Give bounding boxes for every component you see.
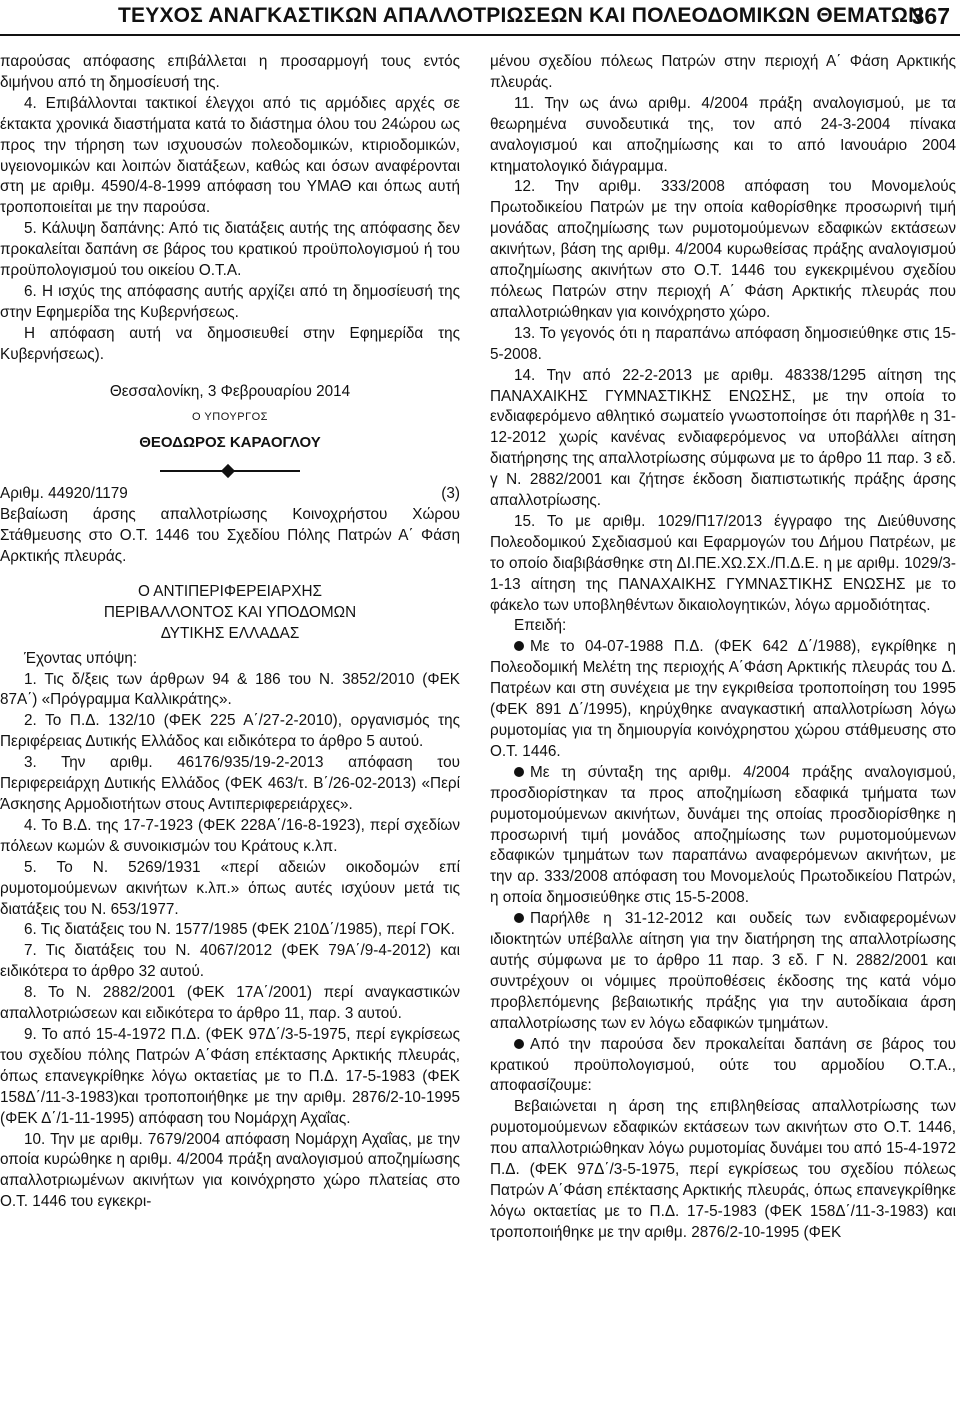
decision-title: Βεβαίωση άρσης απαλλοτρίωσης Κοινοχρήστου Χώρου Στάθμευσης στο Ο.Τ. 1446 του Σχεδίου Πόλης Πατρών Α΄ Φάση Αρκτικής πλευράς. (0, 506, 460, 566)
page-header (0, 0, 960, 38)
list-item: 15. Το με αριθμ. 1029/Π17/2013 έγγραφο της Διεύθυνσης Πολεοδομικού Σχεδιασμού και Εφαρμογών του Δήμου Πατρέων, με το οποίο διαβιβάσθηκε στη ΔΙ.ΠΕ.ΧΩ.ΣΧ./Π.Δ.Ε. η με αριθμ. 1029/3-1-13 αίτηση της ΠΑΝΑΧΑΙΚΗΣ ΓΥΜΝΑΣΤΙΚΗΣ ΕΝΩΣΗΣ με το φάκελο των υποβληθέντων δικαιολογητικών, λόγω αρμοδιότητας. (490, 512, 956, 614)
list-item: 5. Το Ν. 5269/1931 «περί αδειών οικοδομών επί ρυμοτομούμενων ακινήτων κ.λπ.» όπως αυτές ισχύουν μετά τις διατάξεις του Ν. 653/1977. (0, 858, 460, 918)
authority-line: Ο ΑΝΤΙΠΕΡΙΦΕΡΕΙΑΡΧΗΣ (137, 582, 323, 600)
diamond-icon (221, 464, 235, 478)
paragraph: 6. Η ισχύς της απόφασης αυτής αρχίζει από τη δημοσίευσή της στην Εφημερίδα της Κυβερνήσεως. (0, 282, 460, 321)
list-item: 8. Το Ν. 2882/2001 (ΦΕΚ 17Α΄/2001) περί αναγκαστικών απαλλοτριώσεων και ειδικότερα το άρθρο 11, παρ. 3 αυτού. (0, 984, 460, 1023)
bullet-icon (514, 641, 524, 651)
section-divider (160, 464, 300, 478)
list-item: 11. Την ως άνω αριθμ. 4/2004 πράξη αναλογισμού, με τα θεωρημένα συνοδευτικά της, τον από 24-3-2004 πίνακα αναλογισμού και αποζημίωσης και το από Ιανουάριο 2004 κτηματολογικό διάγραμμα. (490, 94, 956, 175)
paragraph: 4. Επιβάλλονται τακτικοί έλεγχοι από τις αρμόδιες αρχές σε έκτακτα χρονικά διαστήματα κατά το διάστημα όλου του 24ώρου ως προς την τήρηση των ισχυουσών πολεοδομικών, κτιριοδομικών, υγειονομικών και λοιπών διατάξεων, καθώς και όσων αναφέρονται στη με αριθμ. 4590/4-8-1999 απόφαση του ΥΜΑΘ και όπως αυτή τροποποιείται με την παρούσα. (0, 94, 460, 217)
list-item: 9. Το από 15-4-1972 Π.Δ. (ΦΕΚ 97Δ΄/3-5-1975, περί εγκρίσεως του σχεδίου πόλης Πατρών Α΄Φάση επέκτασης Αρκτικής πλευράς, όπως επανεγκρίθηκε λόγω οκταετίας με το Π.Δ. 17-5-1983 (ΦΕΚ 158Δ΄/11-3-1983)και τροποποιήθηκε με την αριθμ. 2876/2-10-1995 (ΦΕΚ Δ΄/1-11-1995) απόφαση του Νομάρχη Αχαΐας. (0, 1025, 460, 1127)
right-column (490, 52, 956, 1244)
authority-line: ΔΥΤΙΚΗΣ ΕΛΛΑΔΑΣ (160, 624, 300, 642)
list-item: 12. Την αριθμ. 333/2008 απόφαση του Μονομελούς Πρωτοδικείου Πατρών με την οποία καθορίσθηκε προσωρινή τιμή μονάδας αποζημίωσης των ρυμοτομούμενων εδαφικών εκτάσεων ακινήτων, βάση της αριθμ. 4/2004 κυρωθείσας πράξης αναλογισμού αποζημίωσης ακινήτων στο Ο.Τ. 1446 του εγκεκριμένου σχεδίου πόλεως Πατρών στην περιοχή Α΄ Φάση Αρκτικής πλευράς που απαλλοτριώθηκαν για κοινόχρηστο χώρο. (490, 178, 956, 321)
bullet-item (490, 1035, 956, 1098)
decision-number: Αριθμ. 44920/1179 (0, 485, 128, 503)
list-item: 6. Τις διατάξεις του Ν. 1577/1985 (ΦΕΚ 210Δ΄/1985), περί ΓΟΚ. (24, 921, 455, 939)
authority-line: ΠΕΡΙΒΑΛΛΟΝΤΟΣ ΚΑΙ ΥΠΟΔΟΜΩΝ (103, 603, 357, 621)
bullet-icon (514, 1039, 524, 1049)
list-item: 2. Το Π.Δ. 132/10 (ΦΕΚ 225 Α΄/27-2-2010), οργανισμός της Περιφέρειας Δυτικής Ελλάδος και ειδικότερα το άρθρο 5 αυτού. (0, 712, 460, 751)
paragraph: 5. Κάλυψη δαπάνης: Από τις διατάξεις αυτής της απόφασης δεν προκαλείται δαπάνη σε βάρος του κρατικού προϋπολογισμού ή του προϋπολογισμού του οικείου Ο.Τ.Α. (0, 220, 460, 280)
authority-heading (0, 582, 460, 645)
bullet-item (490, 909, 956, 1034)
bullet-item (490, 637, 956, 762)
decision-header (0, 484, 460, 505)
signature-place-date: Θεσσαλονίκη, 3 Φεβρουαρίου 2014 (109, 382, 351, 400)
bullet-text: Με το 04-07-1988 Π.Δ. (ΦΕΚ 642 Δ΄/1988), εγκρίθηκε η Πολεοδομική Μελέτη της περιοχής Α΄Φάση Αρκτικής πλευράς του Δ. Πατρέων και στη συνέχεια με την εγκριθείσα τροποποίηση του 1995 (ΦΕΚ 891 Δ΄/1995), κηρύχθηκε αναγκαστική απαλλοτρίωση λόγω ρυμοτομίας για τη δημιουργία κοινόχρηστου χώρου στάθμευσης στο Ο.Τ. 1446. (490, 638, 956, 760)
list-item: 4. Το Β.Δ. της 17-7-1923 (ΦΕΚ 228Α΄/16-8-1923), περί σχεδίων πόλεων κωμών & συνοικισμών του Κράτους κ.λπ. (0, 816, 460, 855)
paragraph: παρούσας απόφασης επιβάλλεται η προσαρμογή τους εντός διμήνου από τη δημοσίευσή της. (0, 53, 460, 91)
paragraph: Η απόφαση αυτή να δημοσιευθεί στην Εφημερίδα της Κυβερνήσεως). (0, 324, 460, 363)
bullet-icon (514, 767, 524, 777)
signature-role: Ο ΥΠΟΥΡΓΟΣ (192, 410, 268, 423)
list-item: 14. Την από 22-2-2013 με αριθμ. 48338/1295 αίτηση της ΠΑΝΑΧΑΙΚΗΣ ΓΥΜΝΑΣΤΙΚΗΣ ΕΝΩΣΗΣ, με την οποία το ενδιαφερόμενο αθλητικό σωματείο γνωστοποίησε ότι παρήλθε η 31-12-2012 χωρίς κανένας ενδιαφερόμενος να υποβάλλει αίτηση διατήρησης της απαλλοτρίωσης σύμφωνα με το άρθρο 11 παρ. 3 εδ. γ Ν. 2882/2001 και ζήτησε έκδοση διαπιστωτικής πράξης άρσης απαλλοτρίωσης. (490, 366, 956, 510)
list-item: 13. Το γεγονός ότι η παραπάνω απόφαση δημοσιεύθηκε στις 15-5-2008. (490, 324, 956, 363)
header-rule (0, 34, 960, 36)
bullet-text: Παρήλθε η 31-12-2012 και ουδείς των ενδιαφερομένων ιδιοκτητών υπέβαλλε αίτηση για την διατήρηση της απαλλοτρίωσης αυτής σύμφωνα με το άρθρο 11 παρ. 3 εδ. Γ Ν. 2882/2001 και συντρέχουν οι νόμιμες προϋποθέσεις έκδοσης της κατά νόμο προβλεπόμενης βεβαιωτικής πράξης για την αυτοδίκαια άρση απαλλοτρίωσης των εν λόγω εδαφικών τμημάτων. (490, 910, 956, 1032)
decision-ref: (3) (441, 485, 460, 503)
bullet-icon (514, 913, 524, 923)
since-label: Επειδή: (514, 617, 567, 635)
left-column (0, 52, 460, 1213)
list-item: 3. Την αριθμ. 46176/935/19-2-2013 απόφαση του Περιφερειάρχη Δυτικής Ελλάδος (ΦΕΚ 463/τ. Β΄/26-02-2013) «Περί Άσκησης Αρμοδιοτήτων στους Αντιπεριφερειάρχες». (0, 754, 460, 813)
bullet-text: Με τη σύνταξη της αριθμ. 4/2004 πράξης αναλογισμού, προσδιορίστηκαν τα προς αποζημίωση εδαφικά τμήματα των ρυμοτομούμενων ακινήτων, δυνάμει της οποίας προσδιορίσθηκε η προσωρινή τιμή μονάδος αποζημίωσης των ρυμοτομούμενων εδαφικών τμημάτων των παραπάνω αναφερόμενων ακινήτων, με την αρ. 333/2008 απόφαση του Μονομελούς Πρωτοδικείου Πατρών, η οποία δημοσιεύθηκε στις 15-5-2008. (490, 763, 956, 907)
bullet-text: Από την παρούσα δεν προκαλείται δαπάνη σε βάρος του κρατικού προϋπολογισμού, ούτε του αρμοδίου Ο.Τ.Α., αποφασίζουμε: (490, 1035, 956, 1095)
list-item: 1. Τις δ/ξεις των άρθρων 94 & 186 του Ν. 3852/2010 (ΦΕΚ 87Α΄) «Πρόγραμμα Καλλικράτης». (0, 670, 460, 709)
bullet-item (490, 763, 956, 909)
header-title: ΤΕΥΧΟΣ ΑΝΑΓΚΑΣΤΙΚΩΝ ΑΠΑΛΛΟΤΡΙΩΣΕΩΝ ΚΑΙ ΠΟΛΕΟΔΟΜΙΚΩΝ ΘΕΜΑΤΩΝ (118, 4, 924, 27)
list-item: μένου σχεδίου πόλεως Πατρών στην περιοχή Α΄ Φάση Αρκτικής πλευράς. (490, 53, 956, 91)
signature-name: ΘΕΟΔΩΡΟΣ ΚΑΡΑΟΓΛΟΥ (139, 434, 321, 452)
list-item: 10. Την με αριθμ. 7679/2004 απόφαση Νομάρχη Αχαΐας, με την οποία κυρώθηκε η αριθμ. 4/2004 πράξη αναλογισμού αποζημίωσης απαλλοτριωμένων ακινήτων για κοινόχρηστο χώρο πλατείας στο Ο.Τ. 1446 του εγκεκρι- (0, 1130, 460, 1211)
page-number: 367 (911, 3, 950, 29)
list-item: 7. Τις διατάξεις του Ν. 4067/2012 (ΦΕΚ 79Α΄/9-4-2012) και ειδικότερα το άρθρο 32 αυτού. (0, 942, 460, 981)
final-paragraph: Βεβαιώνεται η άρση της επιβληθείσας απαλλοτρίωσης των ρυμοτομούμενων εδαφικών εκτάσεων των ακινήτων στο Ο.Τ. 1446, που απαλλοτριώθηκαν λόγω ρυμοτομίας δυνάμει του από 15-4-1972 Π.Δ. (ΦΕΚ 97Δ΄/3-5-1975, περί εγκρίσεως του σχεδίου πόλεως Πατρών Α΄Φάση επέκτασης Αρκτικής πλευράς, όπως επανεγκρίθηκε λόγω οκταετίας με το Π.Δ. 17-5-1983 (ΦΕΚ 158Δ΄/11-3-1983) και τροποποιήθηκε με την αριθμ. 2876/2-10-1995 (ΦΕΚ (490, 1098, 956, 1241)
having-regard-label: Έχοντας υπόψη: (24, 649, 138, 667)
